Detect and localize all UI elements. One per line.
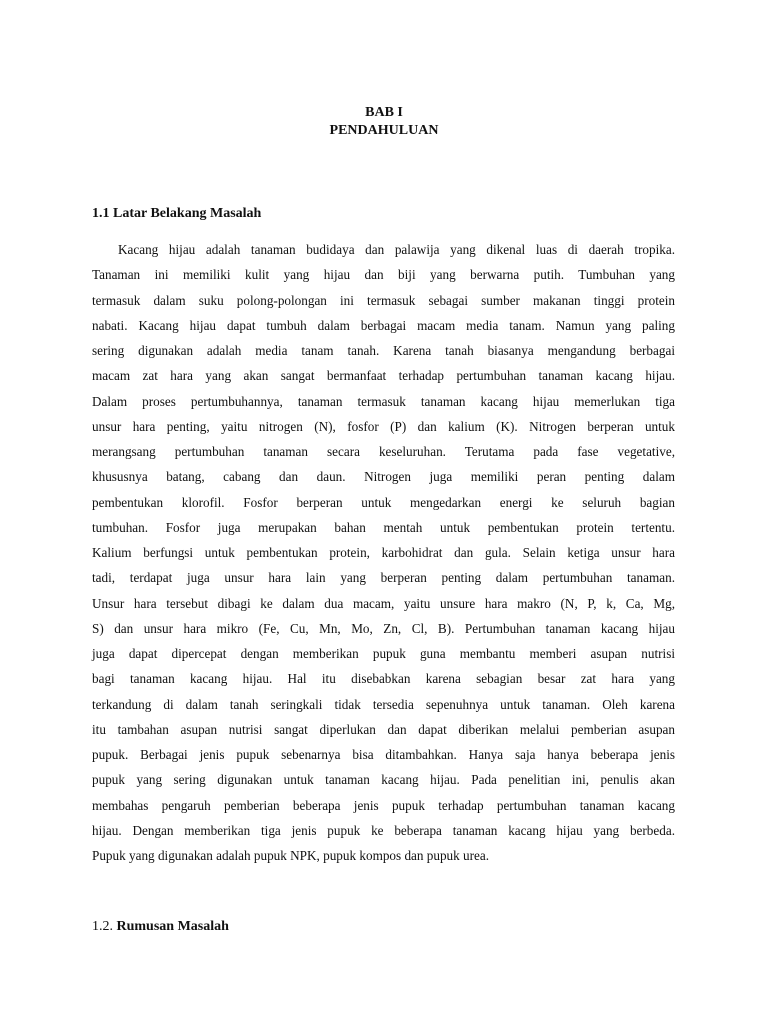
- paragraph-line: merangsang pertumbuhan tanaman secara keseluruhan. Terutama pada fase vegetative,: [92, 444, 675, 459]
- paragraph-line: unsur hara penting, yaitu nitrogen (N), fosfor (P) dan kalium (K). Nitrogen berperan untuk: [92, 418, 675, 434]
- chapter-number: BAB I: [365, 105, 403, 120]
- paragraph-line: juga dapat dipercepat dengan memberikan pupuk guna membantu memberi asupan nutrisi: [92, 646, 675, 661]
- paragraph-line: nabati. Kacang hijau dapat tumbuh dalam berbagai macam media tanam. Namun yang paling: [92, 317, 675, 333]
- paragraph-line: Kalium berfungsi untuk pembentukan protein, karbohidrat dan gula. Selain ketiga unsur hara: [92, 545, 675, 560]
- paragraph-line: Pupuk yang digunakan adalah pupuk NPK, pupuk kompos dan pupuk urea.: [92, 848, 490, 863]
- section-heading-latar-belakang: 1.1 Latar Belakang Masalah: [92, 206, 262, 221]
- paragraph-line: itu tambahan asupan nutrisi sangat diperlukan dan dapat diberikan melalui pemberian asupan: [92, 721, 675, 737]
- chapter-title: PENDAHULUAN: [329, 123, 439, 138]
- paragraph-line: Kacang hijau adalah tanaman budidaya dan palawija yang dikenal luas di daerah tropika.: [118, 242, 675, 257]
- section-number: 1.2.: [92, 919, 113, 934]
- paragraph-line: S) dan unsur hara mikro (Fe, Cu, Mn, Mo, Zn, Cl, B). Pertumbuhan tanaman kacang hijau: [92, 620, 675, 636]
- paragraph-line: pupuk. Berbagai jenis pupuk sebenarnya bisa ditambahkan. Hanya saja hanya beberapa jenis: [92, 747, 675, 762]
- section-title: Rumusan Masalah: [116, 919, 229, 934]
- paragraph-line: terkandung di dalam tanah seringkali tidak tersedia sepenuhnya untuk tanaman. Oleh karena: [92, 696, 675, 712]
- paragraph-line: Tanaman ini memiliki kulit yang hijau dan biji yang berwarna putih. Tumbuhan yang: [92, 267, 675, 283]
- section-heading-rumusan-masalah: [92, 917, 229, 937]
- paragraph-line: pembentukan klorofil. Fosfor berperan untuk mengedarkan energi ke seluruh bagian: [92, 494, 675, 510]
- body-paragraph: [92, 237, 675, 868]
- paragraph-line: termasuk dalam suku polong-polongan ini termasuk sebagai sumber makanan tinggi protein: [92, 292, 675, 308]
- paragraph-line: tumbuhan. Fosfor juga merupakan bahan mentah untuk pembentukan protein tertentu.: [92, 519, 675, 535]
- paragraph-line: macam zat hara yang akan sangat bermanfaat terhadap pertumbuhan tanaman kacang hijau.: [92, 368, 675, 384]
- paragraph-line: bagi tanaman kacang hijau. Hal itu disebabkan karena sebagian besar zat hara yang: [92, 671, 675, 687]
- paragraph-line: tadi, terdapat juga unsur hara lain yang berperan penting dalam pertumbuhan tanaman.: [92, 570, 675, 586]
- paragraph-line: khususnya batang, cabang dan daun. Nitrogen juga memiliki peran penting dalam: [92, 469, 675, 485]
- paragraph-line: membahas pengaruh pemberian beberapa jenis pupuk terhadap pertumbuhan tanaman kacang: [92, 797, 675, 813]
- paragraph-line: hijau. Dengan memberikan tiga jenis pupuk ke beberapa tanaman kacang hijau yang berbeda.: [92, 822, 675, 838]
- paragraph-line: sering digunakan adalah media tanam tanah. Karena tanah biasanya mengandung berbagai: [92, 343, 675, 358]
- paragraph-line: Unsur hara tersebut dibagi ke dalam dua macam, yaitu unsure hara makro (N, P, k, Ca, Mg,: [92, 595, 675, 611]
- paragraph-line: pupuk yang sering digunakan untuk tanaman kacang hijau. Pada penelitian ini, penulis akan: [92, 772, 675, 788]
- paragraph-line: Dalam proses pertumbuhannya, tanaman termasuk tanaman kacang hijau memerlukan tiga: [92, 393, 675, 409]
